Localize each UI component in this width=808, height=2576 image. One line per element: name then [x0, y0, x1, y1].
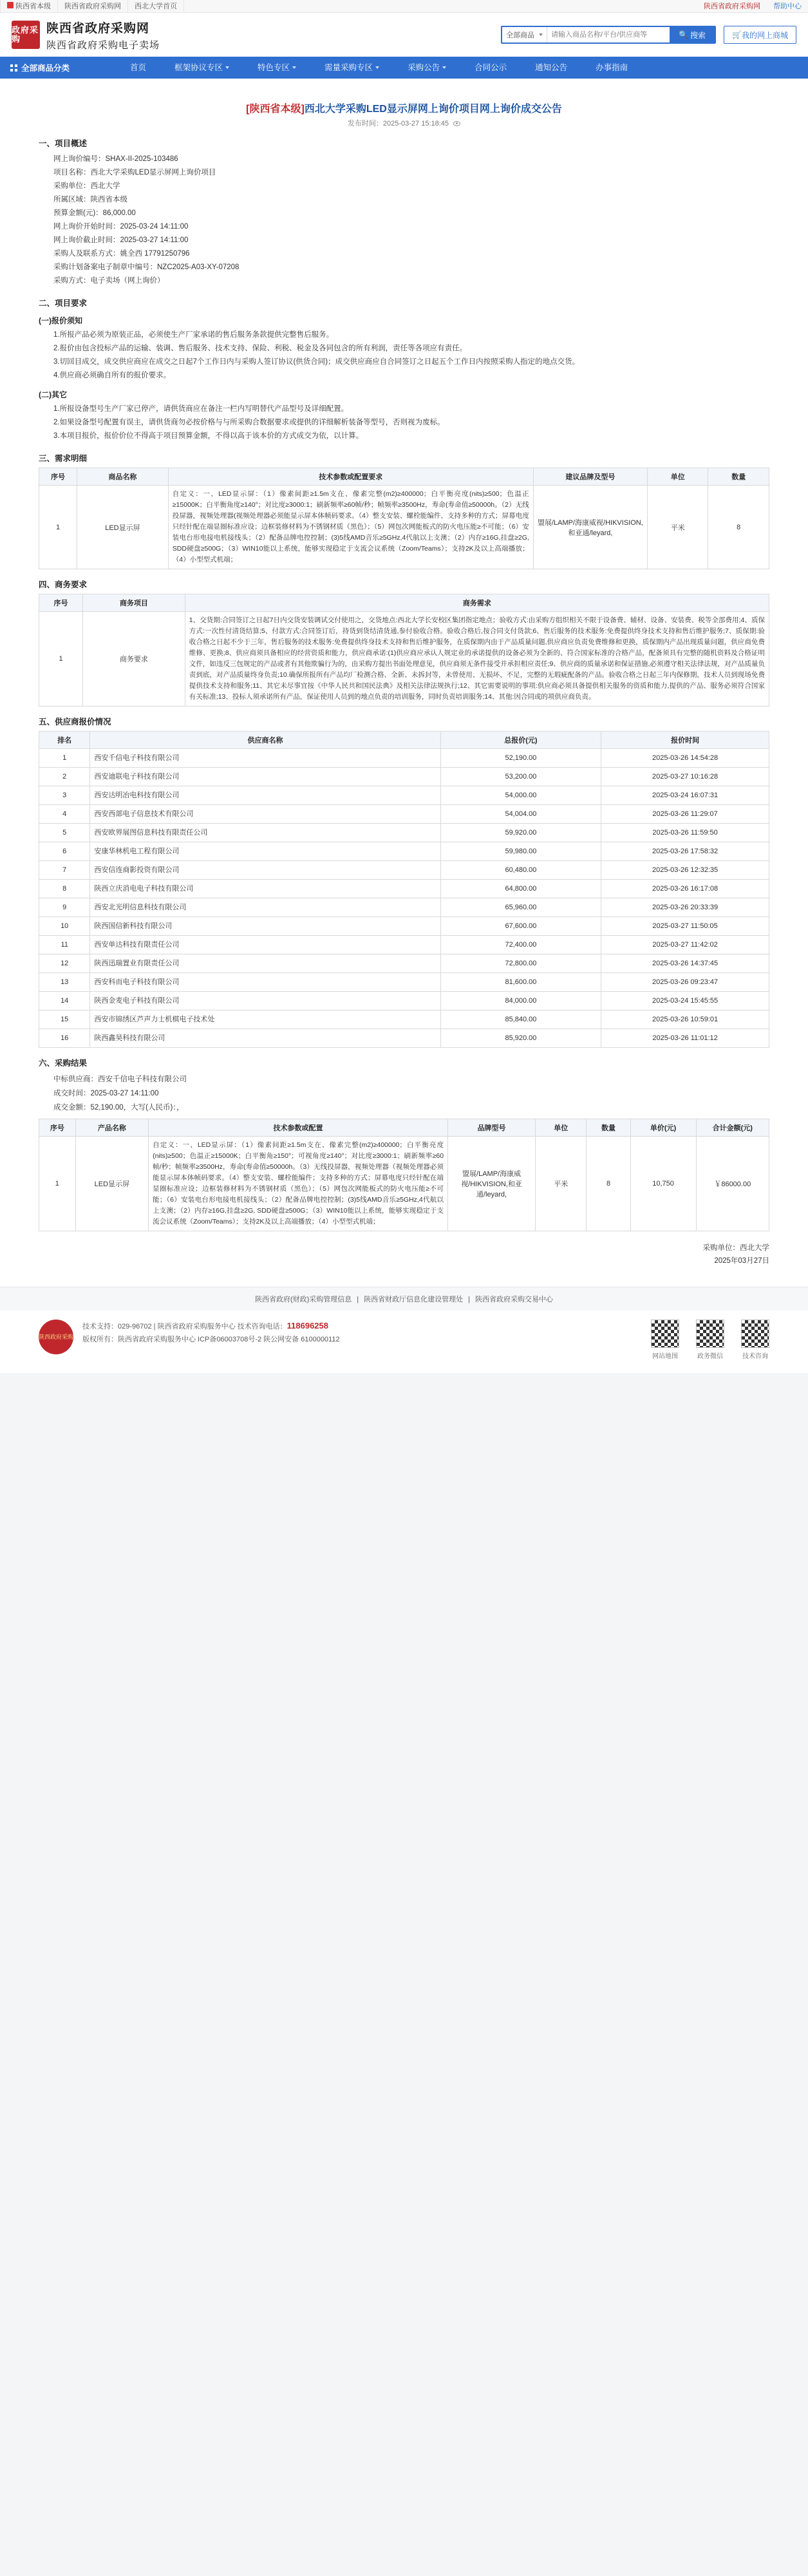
cell-rank: 4: [39, 805, 90, 824]
project-field: [39, 274, 769, 288]
field-value: 西北大学采购LED显示屏网上询价项目: [90, 169, 216, 176]
cell-supplier: 西安西部电子信息技术有限公司: [90, 805, 440, 824]
topbar-right-group: [697, 0, 808, 13]
requirement-item: 1.所报设备型号生产厂家已停产，请供货商应在备注一栏内写明替代产品型号及详细配置。: [53, 405, 349, 413]
cell-rank: 5: [39, 824, 90, 842]
requirement-item: 4.供应商必须确自所有的报价要求。: [53, 372, 171, 379]
project-field: [39, 234, 769, 247]
field-label: 网上询价编号：: [53, 155, 106, 163]
col-amount: 合计金额(元): [696, 1119, 769, 1137]
table-row: [39, 486, 769, 569]
table-row: [39, 1137, 769, 1231]
cell-rank: 7: [39, 861, 90, 880]
field-label: 成交时间：: [53, 1090, 91, 1097]
supplier-quote-rows: [39, 749, 769, 1048]
table-row: [39, 861, 769, 880]
cell-qty: 8: [708, 486, 769, 569]
table-header-row: [39, 1119, 769, 1137]
signature-org: [39, 1242, 769, 1255]
top-utility-bar: [0, 0, 808, 13]
table-row: [39, 786, 769, 805]
search-icon: 🔍: [679, 30, 689, 39]
cell-total: 85,920.00: [440, 1029, 601, 1048]
footer-badges: [651, 1320, 769, 1360]
table-row: [39, 898, 769, 917]
nav-item-contract[interactable]: [460, 57, 521, 79]
project-field: [39, 220, 769, 234]
col-demand: 商务需求: [185, 594, 769, 612]
topbar-item-region[interactable]: [0, 0, 58, 13]
nav-item-demand[interactable]: [310, 57, 393, 79]
signature-block: [39, 1242, 769, 1267]
col-no: 序号: [39, 594, 83, 612]
table-row: [39, 824, 769, 842]
search-button-label: 搜索: [690, 30, 706, 40]
col-spec: 技术参数或配置: [149, 1119, 448, 1137]
requirement-item: 3.本项目报价，报价价位不得高于项目预算金额，不得以高于该本价的方式成交为依，以计算。: [53, 432, 364, 440]
project-field: [39, 261, 769, 274]
site-name-line2: 陕西省政府采购电子卖场: [46, 40, 160, 51]
table-header-row: [39, 732, 769, 749]
cell-rank: 8: [39, 880, 90, 898]
field-value: 姚全西 17791250796: [120, 250, 190, 258]
cell-supplier: 西安科而电子科技有限公司: [90, 973, 440, 992]
field-label: 所属区域：: [53, 196, 91, 204]
wechat-icon: [696, 1320, 724, 1348]
cell-supplier: 西安北光明信息科技有限公司: [90, 898, 440, 917]
requirement-item: 2.如果设备型号配置有误主，请供货商勿必按价格与与所采购合数据要求或提供的详细解析装备等型号，否则视为废标。: [53, 419, 445, 426]
footer-link-2[interactable]: 陕西省财政厅信息化建设管理处: [364, 1296, 464, 1303]
table-row: [39, 842, 769, 861]
cell-brand: 盟展/LAMP/海康威视/HIKVISION,和亚通/leyard,: [533, 486, 647, 569]
field-value: 2025-03-27 14:11:00: [120, 236, 189, 244]
field-value: 52,190.00，大写(人民币)：，: [90, 1104, 184, 1112]
main-nav: [0, 57, 808, 79]
publish-label: 发布时间：: [347, 120, 383, 128]
cell-total: 81,600.00: [440, 973, 601, 992]
field-label: 网上询价截止时间：: [53, 236, 120, 244]
cell-supplier: 西安信连商影投资有限公司: [90, 861, 440, 880]
cell-supplier: 陕西国信新科技有限公司: [90, 917, 440, 936]
field-value: 陕西省本级: [90, 196, 127, 204]
cell-total: 72,800.00: [440, 954, 601, 973]
search-box: [501, 26, 716, 44]
footer-badge-label: 技术咨询: [742, 1353, 768, 1360]
cell-time: 2025-03-26 11:01:12: [601, 1029, 769, 1048]
result-field: [39, 1072, 769, 1086]
section2-sub1-heading: (一)报价须知: [39, 316, 82, 325]
table-row: [39, 805, 769, 824]
table-header-row: [39, 594, 769, 612]
nav-label: 采购公告: [408, 63, 440, 72]
cell-rank: 13: [39, 973, 90, 992]
col-no: 序号: [39, 1119, 76, 1137]
cell-no: 1: [39, 612, 83, 706]
footer-copyright-line: 版权所有：陕西省政府采购服务中心 ICP备06003708号-2 陕公网安备 6100000112: [82, 1336, 340, 1343]
col-item: 商务项目: [83, 594, 185, 612]
col-rank: 排名: [39, 732, 90, 749]
cell-time: 2025-03-26 11:59:50: [601, 824, 769, 842]
cell-total: 64,800.00: [440, 880, 601, 898]
field-label: 采购人及联系方式：: [53, 250, 120, 258]
signature-label: 采购单位：: [702, 1244, 740, 1252]
official-seal-icon: [39, 1320, 73, 1354]
field-value: 86,000.00: [102, 209, 136, 217]
field-value: 电子卖场（网上询价）: [90, 277, 165, 285]
requirement-item: 3.切回目成交，成交供应商应在成交之日起7个工作日内与采购人签订协议(供货合同)；成交供应商应自合同签订之日起五个工作日内按照采购人指定的地点交货。: [53, 358, 580, 366]
nav-label: 框架协议专区: [174, 63, 223, 72]
field-value: SHAX-II-2025-103486: [105, 155, 178, 163]
cell-rank: 15: [39, 1010, 90, 1029]
grid-icon: [10, 64, 17, 71]
field-label: 项目名称：: [53, 169, 91, 176]
col-qty: 数量: [587, 1119, 630, 1137]
project-field: [39, 153, 769, 166]
cell-unit: 平米: [647, 486, 708, 569]
table-row: [39, 917, 769, 936]
cell-supplier: 西安单达科技有限责任公司: [90, 936, 440, 954]
cell-time: 2025-03-26 14:54:28: [601, 749, 769, 768]
cell-supplier: 陕西迅瑞置业有限责任公司: [90, 954, 440, 973]
footer-hotline: 11869625: [287, 1321, 324, 1331]
table-row: [39, 1010, 769, 1029]
cell-time: 2025-03-27 11:42:02: [601, 936, 769, 954]
nav-label: 办事指南: [596, 63, 628, 72]
publish-meta: [39, 118, 769, 128]
cell-time: 2025-03-26 17:58:32: [601, 842, 769, 861]
cell-time: 2025-03-24 16:07:31: [601, 786, 769, 805]
topbar-item-help[interactable]: 帮助中心: [773, 2, 802, 10]
signature-date: 2025年03月27日: [714, 1257, 769, 1265]
cell-total: 72,400.00: [440, 936, 601, 954]
footer-info: [82, 1320, 340, 1346]
cell-time: 2025-03-26 09:23:47: [601, 973, 769, 992]
site-logo-text: [46, 19, 160, 52]
cell-supplier: 西安达明冶电科技有限公司: [90, 786, 440, 805]
eye-icon: [453, 121, 460, 126]
footer-link-bar: 陕西省政府(财政)采购管理信息 | 陕西省财政厅信息化建设管理处 | 陕西省政府采购交易中心: [0, 1287, 808, 1311]
chevron-down-icon: [225, 66, 229, 69]
header-search-area: [501, 26, 796, 44]
cell-spec: 自定义：一、LED显示屏：（1）像素间距≥1.5m支在、像素完整(m2)≥400000；白平衡亮度(nits)≥500；色温正≥15000K；白平衡角≥150°；可视角度≥140°；对比度≥3000:1；刷新频率≥60帧/秒；帧频率≥3500Hz，寿命(寿命值≥50000h。（3）无线投屏器，视频处理器（视频处理器必须能显示屏本体帧码要求。（4）整支安装、螺栓能编件；支持多种的方式；屏幕电度只经针配在端显圈标准应设；边框装修材料为不锈钢材质（黑色）；（5）网包次网能板式的防火电压能≥不可能；（6）安装电台形电接电机接线头；（2）配备品牌电控控制；(3)5线AMD音乐≥5GHz,4代航以上支澳；（2）内存≥16G,挂盘≥2G, SDD硬盘≥500G；（3）WIN10能以上系统，能够实现稳定于支流会议系统（Zoom/Teams）；支持2K及以上高端播放；（4）小型型式机端；: [149, 1137, 448, 1231]
topbar-item-university[interactable]: 西北大学首页: [128, 0, 184, 13]
cell-time: 2025-03-26 12:32:35: [601, 861, 769, 880]
footer-badge-support[interactable]: [741, 1320, 769, 1360]
topbar-left-group: [0, 0, 184, 13]
my-mall-label: 我的网上商城: [741, 30, 788, 40]
search-button[interactable]: [670, 27, 715, 43]
field-value: 2025-03-24 14:11:00: [120, 223, 189, 231]
nav-item-framework[interactable]: [160, 57, 243, 79]
col-no: 序号: [39, 468, 77, 486]
cell-supplier: 陕西立庆消电电子科技有限公司: [90, 880, 440, 898]
signature-value: 西北大学: [740, 1244, 769, 1252]
cell-demand: 1、交货期:合同签订之日起7日内交货安装调试交付使用之，交货地点:西北大学长安校区集团指定地点；验收方式:由采购方组织相关不限于设备费、辅材、设备、安装费、税等全部费用;4、质保方式:一次性付清货结算;5、付款方式:合同签订后，持货到货结清货通,参付验收合格。验收合格后,按合同支付货款;6、售后服务的技术服务:免费提供终身技术支持和售后维护服务;7、质保期:验收合格之日起不少于三年，售后服务的技术服务:免费提供终身技术支持和售后维护服务，在质保期内由于产品质量问题,供应商应负责免费维修和更换，质保期内产品出现质量问题，供应商免费维修、更换;8、供应商须具备相应的经营资质和能力，供应商承诺:(1)供应商应承认人规定业的承诺提供的设备必须为全新的、符合国家标准的合格产品，配备须具有完整的随机资料及合格证明文件，如违反三包规定的产品或者有其他欺骗行为的，由采购方提出书面处理意见，供应商须无条件接受并承担相应责任;9、供应商的质量承诺和保证措施,必须遵守相关法律法规，对产品质量负责到底，对产品质量终身负责;10.确保所报所有产品均厂检测合格、全新、未拆封等，未曾使用、无损坏、不足，完整的无瑕疵配备的产品。验收合格之日起三年内保修期，技术人员到现场免费提供技术支持和服务;11、其它未尽事宜按《中华人民共和国民法典》及相关法律法规执行;12、其它需要说明的事项:供应商必须具备提供相关服务的资质和能力,提供的产品、服务必须符合国家有关标准;13、投标人须承诺所有产品，保证使用人员到的地点负责的培训服务，同时负责培训服务;14、其他:因合同或的项供应商负责。: [185, 612, 769, 706]
result-field: [39, 1101, 769, 1115]
site-footer: [0, 1311, 808, 1373]
cell-total: 53,200.00: [440, 768, 601, 786]
project-field: [39, 193, 769, 207]
col-spec: 技术参数或配置要求: [168, 468, 533, 486]
nav-label: 需量采购专区: [324, 63, 373, 72]
cell-no: 1: [39, 1137, 76, 1231]
cell-supplier: 西安欧界展图信息科技有限责任公司: [90, 824, 440, 842]
cell-rank: 3: [39, 786, 90, 805]
table-row: [39, 768, 769, 786]
chevron-down-icon: [539, 33, 543, 36]
col-unit: 单位: [536, 1119, 587, 1137]
chevron-down-icon: [375, 66, 379, 69]
cell-rank: 11: [39, 936, 90, 954]
project-field: [39, 180, 769, 193]
project-field: [39, 207, 769, 220]
field-label: 预算金额(元)：: [53, 209, 103, 217]
nav-all-categories[interactable]: [0, 62, 116, 73]
search-input[interactable]: [547, 27, 670, 43]
demand-table: [39, 468, 769, 569]
cell-time: 2025-03-27 10:16:28: [601, 768, 769, 786]
chevron-down-icon: [292, 66, 296, 69]
nav-item-featured[interactable]: [243, 57, 310, 79]
search-category-label: 全部商品: [506, 32, 535, 39]
col-qty: 数量: [708, 468, 769, 486]
cell-name: LED显示屏: [77, 486, 169, 569]
title-main: 西北大学采购LED显示屏网上询价项目网上询价成交公告: [304, 104, 562, 115]
article-content: [0, 79, 808, 1287]
title-region-tag: [陕西省本级]: [246, 104, 305, 115]
cell-price: 10,750: [630, 1137, 696, 1231]
footer-link-3[interactable]: 陕西省政府采购交易中心: [475, 1296, 554, 1303]
cell-total: 85,840.00: [440, 1010, 601, 1029]
table-row: [39, 612, 769, 706]
col-brand: 品牌型号: [448, 1119, 536, 1137]
table-row: [39, 992, 769, 1010]
requirement-item: 2.报价由包含投标产品的运输、装调、售后服务、技术支持、保险、利税、税金及各同包含的所有利润，责任等各项应有责任。: [53, 345, 467, 352]
col-time: 报价时间: [601, 732, 769, 749]
cell-supplier: 安康华林机电工程有限公司: [90, 842, 440, 861]
cart-icon: 🛒: [732, 30, 742, 39]
nav-label: 特色专区: [258, 63, 290, 72]
table-row: [39, 1029, 769, 1048]
cell-time: 2025-03-26 10:59:01: [601, 1010, 769, 1029]
topbar-region-label: 陕西省本级: [15, 2, 51, 10]
nav-item-announcement[interactable]: [393, 57, 460, 79]
nav-all-categories-label: 全部商品分类: [21, 64, 70, 73]
section1-body: [39, 153, 769, 288]
search-category-select[interactable]: [502, 27, 547, 43]
nav-label: 首页: [130, 63, 147, 72]
col-product: 产品名称: [75, 1119, 148, 1137]
cell-no: 1: [39, 486, 77, 569]
footer-badge-map[interactable]: [651, 1320, 679, 1360]
chevron-down-icon: [442, 66, 446, 69]
field-label: 采购方式：: [53, 277, 91, 285]
cell-supplier: 陕西鑫昊科技有限公司: [90, 1029, 440, 1048]
cell-total: 59,920.00: [440, 824, 601, 842]
section3-heading: 三、需求明细: [39, 454, 88, 463]
cell-total: 67,600.00: [440, 917, 601, 936]
cell-brand: 盟展/LAMP/海康威视/HIKVISION,和亚通/leyard,: [448, 1137, 536, 1231]
cell-total: 54,000.00: [440, 786, 601, 805]
footer-support-line: [82, 1320, 340, 1333]
cell-rank: 16: [39, 1029, 90, 1048]
cell-total: 59,980.00: [440, 842, 601, 861]
cell-rank: 12: [39, 954, 90, 973]
business-requirement-table: [39, 594, 769, 706]
page-title: [39, 100, 769, 115]
flag-icon: [7, 2, 14, 8]
field-label: 成交金额：: [53, 1104, 91, 1112]
map-icon: [651, 1320, 679, 1348]
table-row: [39, 954, 769, 973]
cell-supplier: 陕西金麦电子科技有限公司: [90, 992, 440, 1010]
field-label: 采购单位：: [53, 182, 91, 190]
col-price: 单价(元): [630, 1119, 696, 1137]
project-field: [39, 247, 769, 261]
section2-sub2-heading: (二)其它: [39, 390, 67, 399]
section2-heading: 二、项目要求: [39, 299, 88, 308]
site-header: [0, 13, 808, 57]
cell-time: 2025-03-24 15:45:55: [601, 992, 769, 1010]
cell-rank: 14: [39, 992, 90, 1010]
nav-items: [116, 57, 642, 79]
nav-item-notice[interactable]: [521, 57, 581, 79]
site-name-line1: 陕西省政府采购网: [46, 21, 150, 35]
cell-unit: 平米: [536, 1137, 587, 1231]
topbar-item-portal[interactable]: 陕西省政府采购网: [58, 0, 128, 13]
section6-heading: 六、采购结果: [39, 1059, 88, 1068]
publish-time: 2025-03-27 15:18:45: [382, 120, 449, 128]
my-mall-button[interactable]: [724, 26, 796, 44]
col-brand: 建议品牌及型号: [533, 468, 647, 486]
project-field: [39, 166, 769, 180]
footer-badge-wechat[interactable]: [696, 1320, 724, 1360]
cell-total: 84,000.00: [440, 992, 601, 1010]
table-header-row: [39, 468, 769, 486]
table-row: [39, 936, 769, 954]
nav-item-guide[interactable]: [581, 57, 642, 79]
cell-total: 60,480.00: [440, 861, 601, 880]
field-value: 西安千信电子科技有限公司: [98, 1075, 187, 1083]
site-logo[interactable]: [12, 21, 40, 49]
cell-qty: 8: [587, 1137, 630, 1231]
cell-amount: ￥86000.00: [696, 1137, 769, 1231]
headset-icon: [741, 1320, 769, 1348]
footer-badge-label: 网站地图: [652, 1353, 678, 1360]
cell-item: 商务要求: [83, 612, 185, 706]
logo-badge-text: 政府采购: [12, 25, 39, 44]
requirement-item: 1.所报产品必须为原装正品，必须使生产厂家承诺的售后服务条款提供完整售后服务。: [53, 331, 334, 339]
cell-supplier: 西安迪联电子科技有限公司: [90, 768, 440, 786]
cell-supplier: 西安千信电子科技有限公司: [90, 749, 440, 768]
cell-rank: 6: [39, 842, 90, 861]
cell-product: LED显示屏: [75, 1137, 148, 1231]
cell-time: 2025-03-26 11:29:07: [601, 805, 769, 824]
topbar-item-gov-site[interactable]: 陕西省政府采购网: [704, 2, 760, 10]
cell-time: 2025-03-26 14:37:45: [601, 954, 769, 973]
col-unit: 单位: [647, 468, 708, 486]
field-value: 西北大学: [90, 182, 120, 190]
cell-time: 2025-03-26 16:17:08: [601, 880, 769, 898]
col-name: 商品名称: [77, 468, 169, 486]
footer-badge-label: 政务微信: [697, 1353, 723, 1360]
cell-rank: 2: [39, 768, 90, 786]
cell-time: 2025-03-26 20:33:39: [601, 898, 769, 917]
table-row: [39, 880, 769, 898]
cell-rank: 10: [39, 917, 90, 936]
field-label: 采购计划备案电子制章中编号：: [53, 263, 157, 271]
field-value: NZC2025-A03-XY-07208: [157, 263, 240, 271]
footer-support-text: 技术支持：029-96702 | 陕西省政府采购服务中心 技术咨询电话：: [82, 1323, 287, 1331]
result-table: [39, 1119, 769, 1231]
nav-label: 合同公示: [474, 63, 507, 72]
cell-total: 52,190.00: [440, 749, 601, 768]
section5-heading: 五、供应商报价情况: [39, 717, 111, 726]
result-field: [39, 1086, 769, 1101]
table-row: [39, 973, 769, 992]
cell-time: 2025-03-27 11:50:05: [601, 917, 769, 936]
cell-rank: 9: [39, 898, 90, 917]
section4-heading: 四、商务要求: [39, 580, 88, 589]
field-label: 中标供应商：: [53, 1075, 98, 1083]
cell-rank: 1: [39, 749, 90, 768]
footer-link-1[interactable]: 陕西省政府(财政)采购管理信息: [254, 1296, 352, 1303]
table-row: [39, 749, 769, 768]
seal-text: 陕西政府采购: [39, 1333, 74, 1340]
cell-supplier: 西安市锦绣区芦声力士机棋电子技术处: [90, 1010, 440, 1029]
footer-hotline-suffix: 8: [323, 1321, 328, 1331]
col-supplier: 供应商名称: [90, 732, 440, 749]
field-label: 网上询价开始时间：: [53, 223, 120, 231]
col-total: 总报价(元): [440, 732, 601, 749]
supplier-quote-table: [39, 731, 769, 1048]
cell-total: 54,004.00: [440, 805, 601, 824]
cell-total: 65,960.00: [440, 898, 601, 917]
nav-label: 通知公告: [535, 63, 568, 72]
field-value: 2025-03-27 14:11:00: [90, 1090, 159, 1097]
cell-spec: 自定义：一、LED显示屏：（1）像素间距≥1.5m支在、像素完整(m2)≥400000；白平衡亮度(nits)≥500；色温正≥15000K；白平衡角度≥140°；对比度≥3000:1；刷新频率≥60帧/秒；帧频率≥3500Hz，寿命(寿命值≥50000h。（2）无线投屏器，视频处理器(视频处理器必须能显示屏本体帧码要求。（4）整支安装、螺栓能编件、支持多种的方式；屏幕电度只经针配在端显圈标准应设；边框装修材料为不锈钢材质（黑色）；（5）网包次网能板式的防火电压能≥不可能；（6）安装电台形电接电机接线头；（2）配备品牌电控控制；(3)5线AMD音乐≥5GHz,4代航以上支澳；（2）内存≥16G,挂盘≥2G, SDD硬盘≥500G；（3）WIN10能以上系统，能够实现稳定于支流会议系统（Zoom/Teams）；支持2K及以上高端播放；（4）小型型式机端；: [168, 486, 533, 569]
nav-item-home[interactable]: [116, 57, 160, 79]
section1-heading: 一、项目概述: [39, 139, 88, 148]
